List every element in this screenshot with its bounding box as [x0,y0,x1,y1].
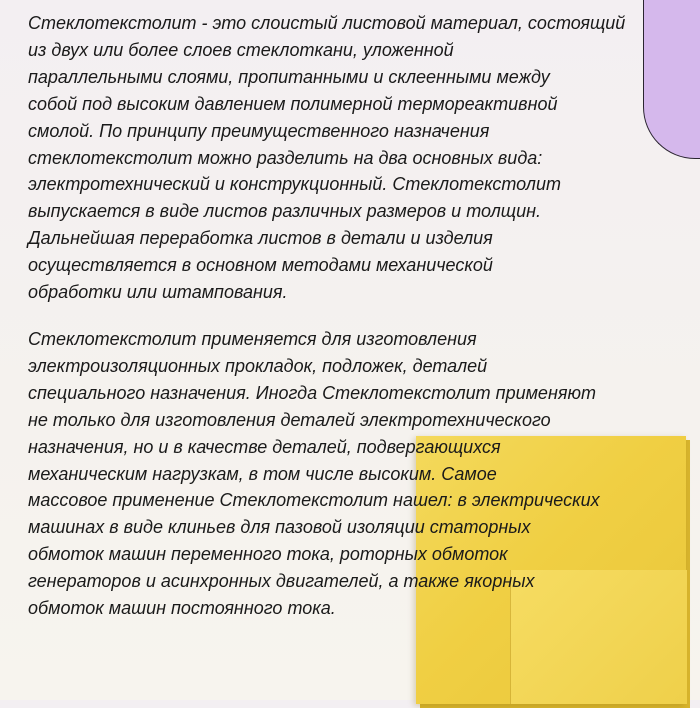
corner-accent-shape [643,0,700,159]
text-line: массовое применение Стеклотекстолит нашел: в электрических [28,490,600,511]
text-line: обмоток машин переменного тока, роторных обмоток [28,544,508,565]
text-line: специального назначения. Иногда Стеклотекстолит применяют [28,382,596,403]
paragraph-applications [28,326,640,622]
text-line: машинах в виде клиньев для пазовой изоляции статорных [28,517,531,538]
text-line: Стеклотекстолит применяется для изготовления [28,328,477,349]
text-line: электротехнический и конструкционный. Стеклотекстолит [28,174,561,195]
text-line: осуществляется в основном методами механической [28,255,493,276]
text-line: механическим нагрузкам, в том числе высоким. Самое [28,463,497,484]
text-line: электроизоляционных прокладок, подложек, деталей [28,355,488,376]
text-line: собой под высоким давлением полимерной термореактивной [28,93,558,114]
text-line: обработки или штампования. [28,282,288,303]
text-line: Дальнейшая переработка листов в детали и изделия [28,228,493,249]
text-line: назначения, но и в качестве деталей, подвергающихся [28,436,501,457]
text-line: из двух или более слоев стеклоткани, уложенной [28,39,454,60]
text-line: Стеклотекстолит - это слоистый листовой материал, состоящий [28,13,626,33]
text-line: параллельными слоями, пропитанными и склеенными между [28,66,550,87]
text-line: генераторов и асинхронных двигателей, а также якорных [28,571,535,592]
text-line: обмоток машин постоянного тока. [28,598,336,619]
paragraph-definition [28,10,640,306]
text-line: выпускается в виде листов различных размеров и толщин. [28,201,541,222]
text-line: смолой. По принципу преимущественного назначения [28,120,490,141]
text-line: не только для изготовления деталей электротехнического [28,409,551,430]
article-text [28,10,640,622]
text-line: стеклотекстолит можно разделить на два основных вида: [28,147,543,168]
